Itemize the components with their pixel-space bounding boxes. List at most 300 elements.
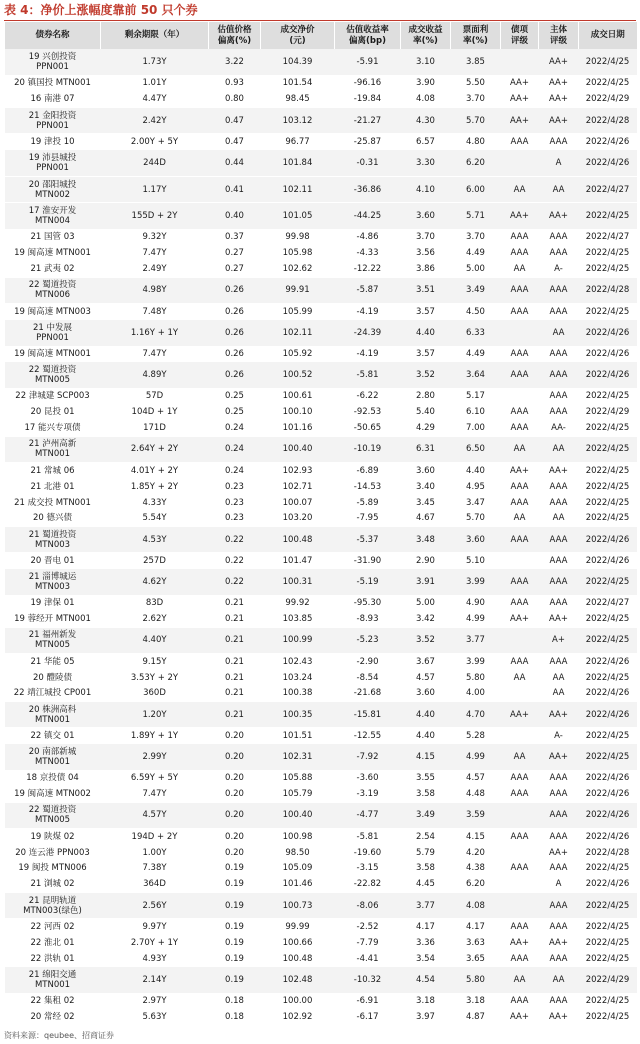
bond-name-cell: 22 淮北 01: [30, 937, 75, 948]
remaining-term-cell: 257D: [143, 555, 166, 566]
valuation-price-dev-cell: 0.19: [225, 900, 244, 911]
issuer-rating-cell: AAA: [549, 789, 568, 800]
trade-yield-cell: 6.31: [416, 444, 435, 455]
issuer-rating-cell: AAA: [549, 577, 568, 588]
issuer-rating-cell: AA: [552, 672, 565, 683]
remaining-term-cell: 1.20Y: [142, 709, 167, 720]
yield-dev-cell: -4.19: [356, 306, 379, 317]
issuer-rating-cell: A: [555, 158, 562, 169]
table-row: [5, 744, 637, 771]
col-header-trade-date: 成交日期: [579, 22, 637, 49]
yield-dev-cell: -92.53: [353, 407, 382, 418]
issue-rating-cell: AAA: [510, 232, 529, 243]
table-row: [5, 951, 637, 967]
table-row: [5, 49, 637, 76]
bond-name-cell: 22 靖江城投 CP001: [13, 688, 92, 699]
coupon-rate-cell: 4.17: [466, 921, 485, 932]
table-row: [5, 150, 637, 177]
col-header-trade-net-price: 成交净价 (元): [261, 22, 335, 49]
bond-table: [4, 22, 637, 1026]
bond-name-cell: 22 蜀道投资 MTN006: [28, 280, 77, 301]
remaining-term-cell: 155D + 2Y: [131, 211, 178, 222]
trade-net-price-cell: 102.43: [282, 656, 313, 667]
valuation-price-dev-cell: 0.21: [225, 635, 244, 646]
coupon-rate-cell: 6.20: [466, 879, 485, 890]
yield-dev-cell: -6.22: [356, 391, 379, 402]
trade-net-price-cell: 102.31: [282, 752, 313, 763]
table-row: [5, 553, 637, 569]
coupon-rate-cell: 5.70: [466, 115, 485, 126]
yield-dev-cell: -24.39: [353, 327, 382, 338]
remaining-term-cell: 4.98Y: [142, 285, 167, 296]
coupon-rate-cell: 5.28: [466, 730, 485, 741]
valuation-price-dev-cell: 0.93: [225, 78, 244, 89]
trade-yield-cell: 5.40: [416, 407, 435, 418]
trade-date-cell: 2022/4/26: [585, 136, 630, 147]
trade-net-price-cell: 100.31: [282, 577, 313, 588]
issue-rating-cell: AAA: [510, 248, 529, 259]
issuer-rating-cell: AA+: [549, 465, 568, 476]
valuation-price-dev-cell: 0.26: [225, 349, 244, 360]
issuer-rating-cell: AAA: [549, 555, 568, 566]
yield-dev-cell: -3.15: [356, 863, 379, 874]
coupon-rate-cell: 3.63: [466, 937, 485, 948]
issuer-rating-cell: AAA: [549, 481, 568, 492]
coupon-rate-cell: 3.47: [466, 497, 485, 508]
remaining-term-cell: 4.40Y: [142, 635, 167, 646]
remaining-term-cell: 5.54Y: [142, 513, 167, 524]
title-rule: [4, 20, 636, 21]
bond-name-cell: 19 闽高速 MTN003: [14, 306, 91, 317]
trade-net-price-cell: 99.98: [285, 232, 310, 243]
yield-dev-cell: -25.87: [353, 136, 382, 147]
trade-date-cell: 2022/4/25: [585, 730, 630, 741]
col-header-valuation-price-dev: 估值价格 偏离(%): [209, 22, 261, 49]
trade-yield-cell: 3.57: [416, 349, 435, 360]
remaining-term-cell: 364D: [143, 879, 166, 890]
yield-dev-cell: -2.90: [356, 656, 379, 667]
yield-dev-cell: -36.86: [353, 184, 382, 195]
yield-dev-cell: -10.19: [353, 444, 382, 455]
coupon-rate-cell: 5.70: [466, 513, 485, 524]
remaining-term-cell: 4.33Y: [142, 497, 167, 508]
valuation-price-dev-cell: 0.24: [225, 465, 244, 476]
valuation-price-dev-cell: 0.24: [225, 444, 244, 455]
valuation-price-dev-cell: 0.21: [225, 598, 244, 609]
table-row: [5, 261, 637, 277]
trade-net-price-cell: 100.48: [282, 953, 313, 964]
remaining-term-cell: 4.47Y: [142, 94, 167, 105]
trade-date-cell: 2022/4/26: [585, 810, 630, 821]
coupon-rate-cell: 4.40: [466, 465, 485, 476]
trade-date-cell: 2022/4/25: [585, 900, 630, 911]
issuer-rating-cell: AAA: [549, 407, 568, 418]
trade-yield-cell: 3.86: [416, 264, 435, 275]
coupon-rate-cell: 4.80: [466, 136, 485, 147]
valuation-price-dev-cell: 3.22: [225, 57, 244, 68]
trade-yield-cell: 3.60: [416, 465, 435, 476]
trade-date-cell: 2022/4/29: [585, 407, 630, 418]
yield-dev-cell: -19.84: [353, 94, 382, 105]
valuation-price-dev-cell: 0.22: [225, 555, 244, 566]
trade-net-price-cell: 102.11: [282, 184, 313, 195]
issuer-rating-cell: AAA: [549, 534, 568, 545]
issue-rating-cell: AAA: [510, 349, 529, 360]
issue-rating-cell: AAA: [510, 598, 529, 609]
coupon-rate-cell: 4.08: [466, 900, 485, 911]
bond-name-cell: 19 兴创投资 PPN001: [28, 52, 77, 73]
table-row: [5, 463, 637, 479]
issue-rating-cell: AAA: [510, 863, 529, 874]
coupon-rate-cell: 3.49: [466, 285, 485, 296]
coupon-rate-cell: 4.90: [466, 598, 485, 609]
trade-yield-cell: 2.54: [416, 831, 435, 842]
trade-date-cell: 2022/4/25: [585, 391, 630, 402]
yield-dev-cell: -4.41: [356, 953, 379, 964]
coupon-rate-cell: 4.57: [466, 773, 485, 784]
trade-net-price-cell: 101.47: [282, 555, 313, 566]
trade-date-cell: 2022/4/25: [585, 248, 630, 259]
issuer-rating-cell: AA+: [549, 211, 568, 222]
table-row: [5, 495, 637, 511]
yield-dev-cell: -12.55: [353, 730, 382, 741]
trade-date-cell: 2022/4/26: [585, 789, 630, 800]
issuer-rating-cell: AA+: [549, 1012, 568, 1023]
issuer-rating-cell: AAA: [549, 497, 568, 508]
trade-date-cell: 2022/4/28: [585, 115, 630, 126]
trade-net-price-cell: 101.84: [282, 158, 313, 169]
table-row: [5, 389, 637, 405]
col-header-bond-name: 债券名称: [5, 22, 101, 49]
trade-yield-cell: 3.91: [416, 577, 435, 588]
table-row: [5, 1009, 637, 1025]
issue-rating-cell: [501, 802, 539, 829]
remaining-term-cell: 1.00Y: [142, 847, 167, 858]
bond-name-cell: 21 武夷 02: [30, 264, 75, 275]
trade-yield-cell: 4.17: [416, 921, 435, 932]
bond-name-cell: 20 邵阳城投 MTN002: [28, 179, 77, 200]
coupon-rate-cell: 4.99: [466, 752, 485, 763]
trade-yield-cell: 4.15: [416, 752, 435, 763]
issue-rating-cell: AA: [513, 513, 526, 524]
trade-date-cell: 2022/4/25: [585, 937, 630, 948]
issue-rating-cell: AA+: [510, 115, 529, 126]
trade-net-price-cell: 100.40: [282, 444, 313, 455]
valuation-price-dev-cell: 0.44: [225, 158, 244, 169]
issue-rating-cell: AAA: [510, 370, 529, 381]
valuation-price-dev-cell: 0.20: [225, 831, 244, 842]
trade-date-cell: 2022/4/25: [585, 863, 630, 874]
table-row: [5, 686, 637, 702]
trade-net-price-cell: 100.10: [282, 407, 313, 418]
issuer-rating-cell: AA+: [549, 709, 568, 720]
yield-dev-cell: -0.31: [356, 158, 379, 169]
issuer-rating-cell: AA: [552, 444, 565, 455]
table-row: [5, 701, 637, 728]
bond-name-cell: 22 津城建 SCP003: [15, 391, 90, 402]
trade-net-price-cell: 100.66: [282, 937, 313, 948]
issue-rating-cell: AA+: [510, 1012, 529, 1023]
table-row: [5, 304, 637, 320]
coupon-rate-cell: 4.49: [466, 349, 485, 360]
coupon-rate-cell: 6.50: [466, 444, 485, 455]
coupon-rate-cell: 3.60: [466, 534, 485, 545]
remaining-term-cell: 1.73Y: [142, 57, 167, 68]
header-row: [5, 22, 637, 49]
trade-date-cell: 2022/4/26: [585, 349, 630, 360]
bond-name-cell: 21 金阳投资 PPN001: [28, 110, 77, 131]
coupon-rate-cell: 4.48: [466, 789, 485, 800]
table-row: [5, 245, 637, 261]
remaining-term-cell: 2.62Y: [142, 614, 167, 625]
trade-date-cell: 2022/4/29: [585, 94, 630, 105]
valuation-price-dev-cell: 0.25: [225, 407, 244, 418]
remaining-term-cell: 7.48Y: [142, 306, 167, 317]
trade-yield-cell: 3.45: [416, 497, 435, 508]
trade-net-price-cell: 98.45: [285, 94, 310, 105]
trade-yield-cell: 4.40: [416, 730, 435, 741]
bond-name-cell: 20 南部新城 MTN001: [28, 747, 77, 768]
trade-date-cell: 2022/4/28: [585, 847, 630, 858]
valuation-price-dev-cell: 0.40: [225, 211, 244, 222]
coupon-rate-cell: 3.85: [466, 57, 485, 68]
coupon-rate-cell: 3.99: [466, 656, 485, 667]
coupon-rate-cell: 3.70: [466, 232, 485, 243]
valuation-price-dev-cell: 0.22: [225, 577, 244, 588]
bond-name-cell: 21 国管 03: [30, 232, 75, 243]
issue-rating-cell: AAA: [510, 306, 529, 317]
bond-name-cell: 21 泸州高新 MTN001: [28, 439, 77, 460]
trade-yield-cell: 3.56: [416, 248, 435, 259]
trade-date-cell: 2022/4/25: [585, 577, 630, 588]
trade-net-price-cell: 100.52: [282, 370, 313, 381]
trade-yield-cell: 2.90: [416, 555, 435, 566]
issuer-rating-cell: AA: [552, 974, 565, 985]
remaining-term-cell: 2.49Y: [142, 264, 167, 275]
trade-yield-cell: 3.67: [416, 656, 435, 667]
trade-date-cell: 2022/4/25: [585, 497, 630, 508]
issuer-rating-cell: AAA: [549, 996, 568, 1007]
table-row: [5, 786, 637, 802]
yield-dev-cell: -5.89: [356, 497, 379, 508]
table-row: [5, 829, 637, 845]
issue-rating-cell: AAA: [510, 831, 529, 842]
valuation-price-dev-cell: 0.27: [225, 248, 244, 259]
yield-dev-cell: -4.19: [356, 349, 379, 360]
yield-dev-cell: -4.33: [356, 248, 379, 259]
yield-dev-cell: -6.17: [356, 1012, 379, 1023]
trade-date-cell: 2022/4/26: [585, 158, 630, 169]
trade-net-price-cell: 103.20: [282, 513, 313, 524]
issuer-rating-cell: AAA: [549, 831, 568, 842]
issue-rating-cell: AAA: [510, 953, 529, 964]
bond-name-cell: 19 闽投 MTN006: [18, 863, 87, 874]
issue-rating-cell: AA: [513, 264, 526, 275]
valuation-price-dev-cell: 0.26: [225, 306, 244, 317]
yield-dev-cell: -21.68: [353, 688, 382, 699]
table-row: [5, 479, 637, 495]
trade-net-price-cell: 105.09: [282, 863, 313, 874]
trade-net-price-cell: 101.05: [282, 211, 313, 222]
coupon-rate-cell: 4.87: [466, 1012, 485, 1023]
bond-name-cell: 20 晋电 01: [30, 555, 75, 566]
yield-dev-cell: -44.25: [353, 211, 382, 222]
valuation-price-dev-cell: 0.41: [225, 184, 244, 195]
table-row: [5, 770, 637, 786]
trade-date-cell: 2022/4/26: [585, 327, 630, 338]
table-row: [5, 993, 637, 1009]
trade-yield-cell: 3.58: [416, 789, 435, 800]
table-row: [5, 346, 637, 362]
coupon-rate-cell: 5.80: [466, 672, 485, 683]
trade-net-price-cell: 100.38: [282, 688, 313, 699]
issue-rating-cell: AAA: [510, 534, 529, 545]
bond-name-cell: 21 华能 05: [30, 656, 75, 667]
remaining-term-cell: 2.42Y: [142, 115, 167, 126]
trade-date-cell: 2022/4/27: [585, 598, 630, 609]
table-row: [5, 802, 637, 829]
bond-name-cell: 20 连云港 PPN003: [15, 847, 90, 858]
remaining-term-cell: 360D: [143, 688, 166, 699]
valuation-price-dev-cell: 0.19: [225, 974, 244, 985]
table-row: [5, 861, 637, 877]
trade-date-cell: 2022/4/25: [585, 1012, 630, 1023]
yield-dev-cell: -12.22: [353, 264, 382, 275]
trade-net-price-cell: 102.11: [282, 327, 313, 338]
yield-dev-cell: -5.81: [356, 370, 379, 381]
yield-dev-cell: -7.95: [356, 513, 379, 524]
valuation-price-dev-cell: 0.20: [225, 789, 244, 800]
trade-date-cell: 2022/4/26: [585, 370, 630, 381]
trade-date-cell: 2022/4/25: [585, 444, 630, 455]
bond-name-cell: 22 洪轨 01: [30, 953, 75, 964]
table-row: [5, 569, 637, 596]
remaining-term-cell: 5.63Y: [142, 1012, 167, 1023]
yield-dev-cell: -15.81: [353, 709, 382, 720]
coupon-rate-cell: 5.17: [466, 391, 485, 402]
trade-net-price-cell: 105.88: [282, 773, 313, 784]
issuer-rating-cell: AAA: [549, 248, 568, 259]
issue-rating-cell: AA: [513, 184, 526, 195]
issue-rating-cell: AA+: [510, 709, 529, 720]
trade-net-price-cell: 105.99: [282, 306, 313, 317]
remaining-term-cell: 7.47Y: [142, 789, 167, 800]
bond-name-cell: 19 津保 01: [30, 598, 75, 609]
issuer-rating-cell: AA+: [549, 115, 568, 126]
issue-rating-cell: [501, 892, 539, 919]
trade-yield-cell: 2.80: [416, 391, 435, 402]
trade-yield-cell: 3.54: [416, 953, 435, 964]
coupon-rate-cell: 3.64: [466, 370, 485, 381]
trade-net-price-cell: 99.91: [285, 285, 310, 296]
coupon-rate-cell: 3.99: [466, 577, 485, 588]
issue-rating-cell: AA: [513, 672, 526, 683]
issue-rating-cell: AA+: [510, 465, 529, 476]
issue-rating-cell: AAA: [510, 497, 529, 508]
issue-rating-cell: AA: [513, 974, 526, 985]
col-header-issue-rating: 债项 评级: [501, 22, 539, 49]
remaining-term-cell: 1.85Y + 2Y: [130, 481, 179, 492]
bond-name-cell: 21 北港 01: [30, 481, 75, 492]
bond-name-cell: 18 京投债 04: [26, 773, 79, 784]
table-row: [5, 229, 637, 245]
coupon-rate-cell: 5.10: [466, 555, 485, 566]
issuer-rating-cell: AA+: [549, 94, 568, 105]
trade-date-cell: 2022/4/25: [585, 78, 630, 89]
issuer-rating-cell: AAA: [549, 656, 568, 667]
trade-net-price-cell: 105.92: [282, 349, 313, 360]
table-row: [5, 362, 637, 389]
coupon-rate-cell: 5.80: [466, 974, 485, 985]
issuer-rating-cell: AAA: [549, 953, 568, 964]
remaining-term-cell: 1.17Y: [142, 184, 167, 195]
trade-yield-cell: 3.60: [416, 211, 435, 222]
issuer-rating-cell: AA-: [551, 423, 566, 434]
bond-name-cell: 21 蜀道投资 MTN003: [28, 529, 77, 550]
trade-yield-cell: 4.40: [416, 709, 435, 720]
table-row: [5, 176, 637, 203]
trade-date-cell: 2022/4/25: [585, 752, 630, 763]
table-row: [5, 876, 637, 892]
issuer-rating-cell: AAA: [549, 900, 568, 911]
valuation-price-dev-cell: 0.21: [225, 656, 244, 667]
issuer-rating-cell: A: [555, 879, 562, 890]
valuation-price-dev-cell: 0.18: [225, 1012, 244, 1023]
bond-name-cell: 21 成交投 MTN001: [14, 497, 91, 508]
bond-name-cell: 21 淄博城运 MTN003: [28, 572, 77, 593]
coupon-rate-cell: 6.10: [466, 407, 485, 418]
yield-dev-cell: -7.92: [356, 752, 379, 763]
yield-dev-cell: -10.32: [353, 974, 382, 985]
bond-name-cell: 20 常经 02: [30, 1012, 75, 1023]
col-header-coupon-rate: 票面利 率(%): [451, 22, 501, 49]
valuation-price-dev-cell: 0.37: [225, 232, 244, 243]
valuation-price-dev-cell: 0.21: [225, 688, 244, 699]
trade-date-cell: 2022/4/26: [585, 773, 630, 784]
trade-yield-cell: 6.57: [416, 136, 435, 147]
issue-rating-cell: AA+: [510, 94, 529, 105]
issue-rating-cell: [501, 389, 539, 405]
remaining-term-cell: 4.53Y: [142, 534, 167, 545]
valuation-price-dev-cell: 0.47: [225, 136, 244, 147]
remaining-term-cell: 1.89Y + 1Y: [130, 730, 179, 741]
yield-dev-cell: -31.90: [353, 555, 382, 566]
yield-dev-cell: -4.86: [356, 232, 379, 243]
remaining-term-cell: 3.53Y + 2Y: [130, 672, 179, 683]
issue-rating-cell: AAA: [510, 407, 529, 418]
trade-net-price-cell: 100.35: [282, 709, 313, 720]
trade-yield-cell: 3.51: [416, 285, 435, 296]
remaining-term-cell: 171D: [143, 423, 166, 434]
source-note: 资料来源：qeubee、招商证券: [4, 1031, 114, 1040]
valuation-price-dev-cell: 0.22: [225, 534, 244, 545]
coupon-rate-cell: 4.15: [466, 831, 485, 842]
coupon-rate-cell: 4.70: [466, 709, 485, 720]
issuer-rating-cell: AAA: [549, 285, 568, 296]
bond-name-cell: 22 集租 02: [30, 996, 75, 1007]
coupon-rate-cell: 4.99: [466, 614, 485, 625]
issue-rating-cell: AA: [513, 444, 526, 455]
valuation-price-dev-cell: 0.26: [225, 285, 244, 296]
yield-dev-cell: -5.81: [356, 831, 379, 842]
remaining-term-cell: 7.47Y: [142, 349, 167, 360]
trade-yield-cell: 3.90: [416, 78, 435, 89]
table-row: [5, 526, 637, 553]
yield-dev-cell: -19.60: [353, 847, 382, 858]
trade-net-price-cell: 100.00: [282, 996, 313, 1007]
issuer-rating-cell: AA: [552, 184, 565, 195]
valuation-price-dev-cell: 0.25: [225, 391, 244, 402]
